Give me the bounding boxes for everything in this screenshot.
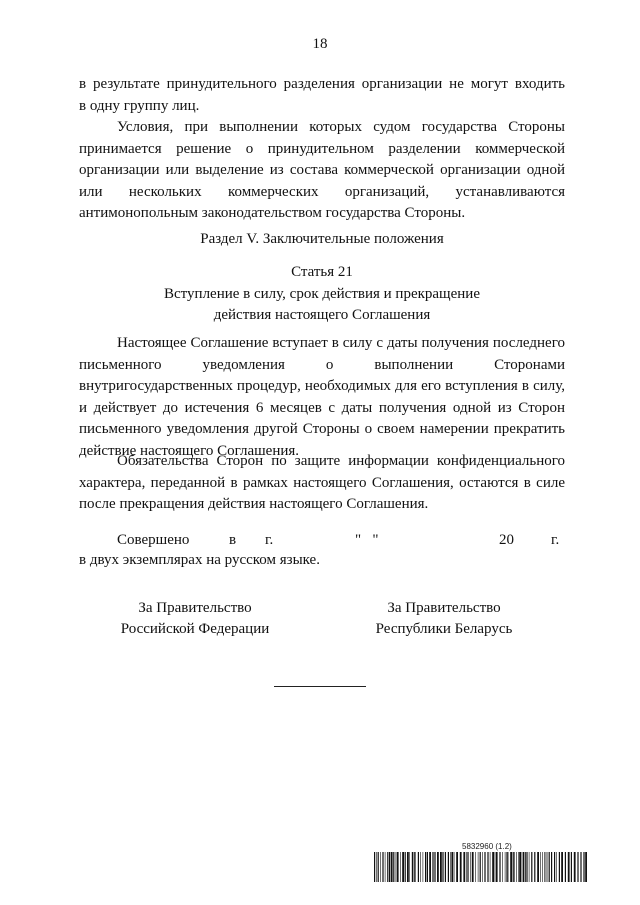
article-number: Статья 21 [291, 264, 353, 280]
obligations-paragraph: Обязательства Сторон по защите информации конфиденциального характера, переданной в рамках настоящего Соглашения, остаются в силе после прекращения действия настоящего Соглашения. [79, 453, 565, 512]
done-year-abbr: г. [551, 532, 560, 548]
signature-russia-line-2: Российской Федерации [120, 621, 270, 637]
intro-line-1: в результате принудительного разделения организации не могут входить [79, 76, 565, 92]
signature-belarus-line-2: Республики Беларусь [375, 621, 513, 637]
document-code: 5832960 (1.2) [462, 842, 512, 851]
signature-block-belarus [344, 598, 544, 640]
conditions-paragraph: Условия, при выполнении которых судом государства Стороны принимается решение о принудительном разделении коммерческой организации или выделение из состава коммерческой организации одной или нескольких коммерческих организаций, устанавливаются антимонопольным законодательством государства Стороны. [79, 119, 565, 221]
signature-block-russia [95, 598, 295, 640]
article-title-line-1: Вступление в силу, срок действия и прекращение [164, 285, 480, 302]
done-city-abbr: г. [265, 532, 274, 548]
signature-russia-line-1: За Правительство [138, 600, 252, 616]
intro-paragraph [79, 74, 565, 117]
done-date-quotes: " " [355, 532, 379, 548]
section-title: Раздел V. Заключительные положения [200, 231, 444, 247]
done-year-prefix: 20 [499, 532, 514, 548]
done-copies-line: в двух экземплярах на русском языке. [79, 552, 320, 568]
done-in: в [229, 532, 237, 548]
barcode-image [374, 852, 588, 882]
page-number: 18 [312, 36, 328, 52]
article-title-line-2: действия настоящего Соглашения [213, 307, 431, 323]
intro-line-2: в одну группу лиц. [79, 97, 200, 114]
closing-rule [274, 686, 366, 687]
entry-into-force-paragraph: Настоящее Соглашение вступает в силу с даты получения последнего письменного уведомления о выполнении Сторонами внутригосударственных процедур, необходимых для его вступления в силу, и действует до истечения 6 месяцев с даты получения одной из Сторон письменного уведомления другой Стороны о своем намерении прекратить действие настоящего Соглашения. [79, 335, 565, 459]
article-heading [79, 262, 565, 327]
done-line [79, 530, 565, 551]
signature-belarus-line-1: За Правительство [387, 600, 501, 616]
done-word: Совершено [117, 532, 190, 548]
